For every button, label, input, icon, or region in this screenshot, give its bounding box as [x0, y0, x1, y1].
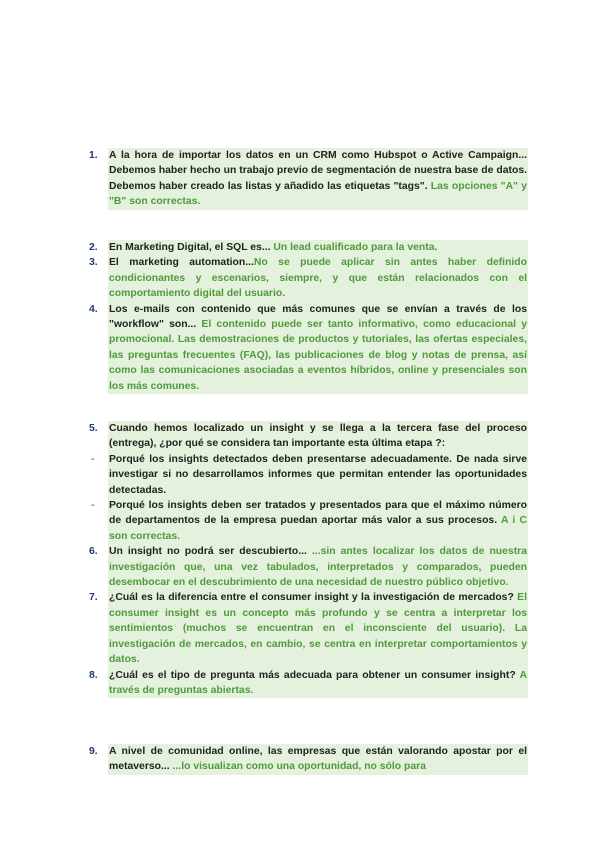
question-list-2 [86, 240, 528, 394]
question-item-8 [86, 668, 528, 699]
answer-option-a [86, 452, 528, 498]
item-box [108, 590, 528, 667]
question-text: A nivel de comunidad online, las empresas que están valorando apostar por el metaverso... [109, 746, 527, 773]
answer-text: A i C son correctas. [109, 515, 527, 542]
answer-text: ...sin antes localizar los datos de nuestra investigación que, una vez tabulados, interpretados y comparados, pueden desembocar en el descubrimiento de una necesidad de nuestro público objetivo. [109, 546, 527, 589]
question-text: Los e-mails con contenido que más comunes que se envían a través de los "workflow" son... [109, 303, 527, 331]
question-text: Porqué los insights deben ser tratados y presentados para que el máximo número de departamentos de la empresa puedan aportar más valor a sus procesos. [109, 500, 527, 527]
question-text: Cuando hemos localizado un insight y se llega a la tercera fase del proceso (entrega), ¿por qué se considera tan importante esta última etapa ?: [109, 423, 527, 450]
item-box [108, 148, 528, 210]
question-item-6 [86, 544, 528, 590]
item-box [108, 668, 528, 699]
answer-text: El contenido puede ser tanto informativo, como educacional y promocional. Las demostraciones de productos y tutoriales, las ofertas especiales, las preguntas frecuentes (FAQ), las publicaciones de blog y notas de prensa, así como las comunicaciones asociadas a eventos híbridos, online y presenciales son los más comunes. [109, 319, 527, 392]
item-box [108, 421, 528, 452]
question-item-1 [86, 148, 528, 210]
item-number: 4. [89, 303, 98, 315]
item-box [108, 744, 528, 775]
question-text: Un insight no podrá ser descubierto... [109, 546, 312, 558]
question-list-3 [86, 421, 528, 698]
item-number: 6. [89, 546, 98, 558]
item-number: 1. [89, 150, 98, 161]
item-number: 8. [89, 669, 98, 681]
answer-text: Las opciones "A" y "B" son correctas. [109, 180, 528, 208]
answer-text: A través de preguntas abiertas. [109, 669, 527, 696]
question-text: Porqué los insights detectados deben presentarse adecuadamente. De nada sirve investigar si no desarrollamos informes que permitan entender las oportunidades detectadas. [109, 453, 527, 496]
item-box [108, 302, 528, 394]
item-number: 3. [89, 257, 98, 269]
question-text: A la hora de importar los datos en un CRM como Hubspot o Active Campaign... Debemos haber hecho un trabajo previo de segmentación de nuestra base de datos. Debemos haber creado las listas y añadido las etiquetas "tags". [109, 150, 527, 192]
question-text: ¿Cuál es la diferencia entre el consumer insight y la investigación de mercados? [109, 592, 518, 604]
question-item-5 [86, 421, 528, 452]
question-text: En Marketing Digital, el SQL es... [109, 242, 274, 253]
item-number: 2. [89, 242, 98, 253]
answer-text: No se puede aplicar sin antes haber definido condicionantes y escenarios, siempre, y que están relacionados con el comportamiento digital del usuario. [109, 257, 528, 300]
question-item-2 [86, 240, 528, 255]
item-box [108, 452, 528, 498]
item-box [108, 255, 528, 301]
item-number: 5. [89, 423, 98, 434]
question-item-3 [86, 255, 528, 301]
answer-text: ...lo visualizan como una oportunidad, no sólo para [172, 761, 426, 773]
question-list-1 [86, 148, 528, 210]
bullet-marker: - [91, 500, 95, 512]
item-box [108, 498, 528, 544]
answer-text: Un lead cualificado para la venta. [273, 242, 438, 253]
question-item-7 [86, 590, 528, 667]
answer-text: El consumer insight es un concepto más profundo y se centra a interpretar los sentimientos (muchos se encuentran en el inconsciente del usuario). La investigación de mercados, en cambio, se centra en interpretar comportamientos y datos. [109, 592, 527, 666]
item-box [108, 544, 528, 590]
item-number: 7. [89, 592, 98, 604]
question-text: ¿Cuál es el tipo de pregunta más adecuada para obtener un consumer insight? [109, 669, 520, 681]
question-list-4 [86, 744, 528, 775]
item-box [108, 240, 528, 255]
question-item-9 [86, 744, 528, 775]
item-number: 9. [89, 746, 98, 757]
answer-option-c [86, 498, 528, 544]
question-item-4 [86, 302, 528, 394]
bullet-marker: - [91, 453, 95, 465]
question-text: El marketing automation... [109, 257, 254, 269]
